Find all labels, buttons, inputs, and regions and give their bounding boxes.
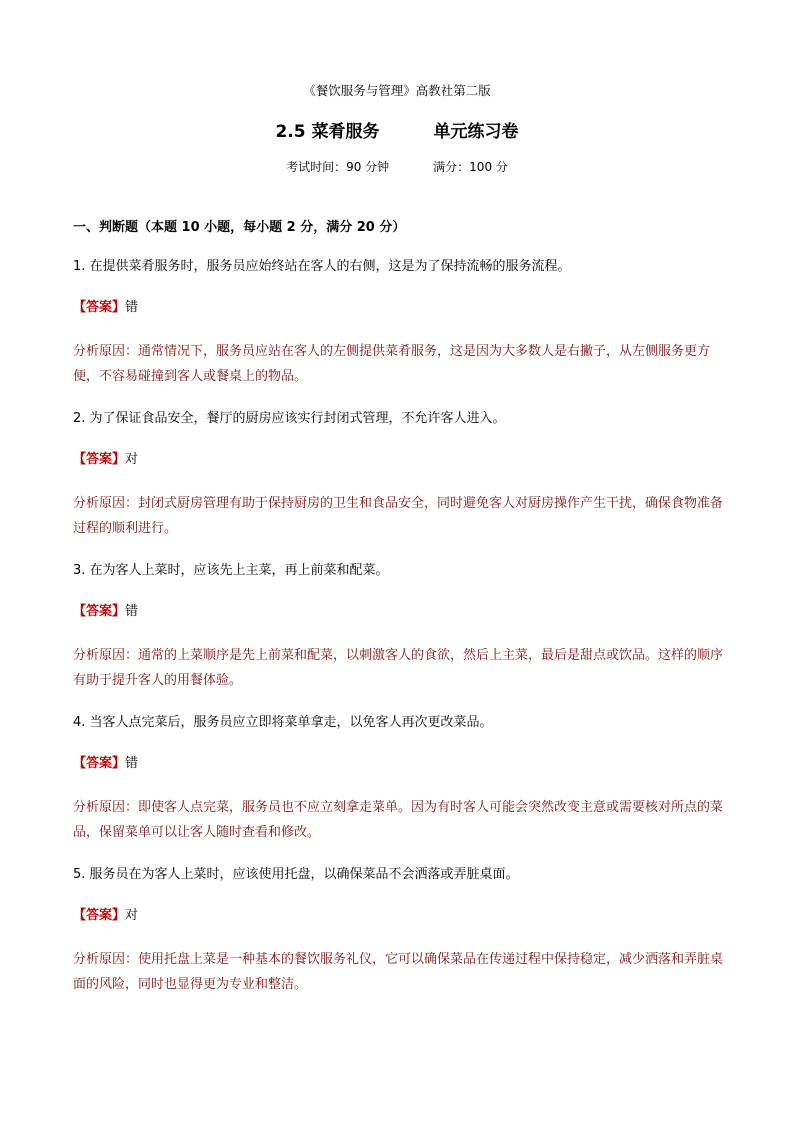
- answer-label: 【答案】: [73, 452, 126, 467]
- question-item: [73, 409, 725, 541]
- course-subtitle: 《餐饮服务与管理》高教社第二版: [303, 83, 491, 98]
- answer-value: 错: [125, 604, 139, 619]
- answer-label: 【答案】: [73, 908, 126, 923]
- question-text: 4. 当客人点完菜后，服务员应立即将菜单拿走，以免客人再次更改菜品。: [73, 715, 493, 730]
- answer-label: 【答案】: [73, 756, 126, 771]
- answer-value: 错: [125, 300, 139, 315]
- answer-line: [73, 906, 725, 926]
- exam-meta: [0, 158, 794, 176]
- answer-line: [73, 450, 725, 470]
- answer-value: 对: [125, 908, 139, 923]
- question-text: 3. 在为客人上菜时，应该先上主菜，再上前菜和配菜。: [73, 563, 389, 578]
- analysis-text: 分析原因：通常情况下，服务员应站在客人的左侧提供菜肴服务，这是因为大多数人是右撇子，从左侧服务更方便，不容易碰撞到客人或餐桌上的物品。: [73, 344, 711, 384]
- document-body: [73, 218, 725, 1017]
- answer-label: 【答案】: [73, 300, 126, 315]
- question-text: 5. 服务员在为客人上菜时，应该使用托盘，以确保菜品不会洒落或弄脏桌面。: [73, 867, 519, 882]
- answer-value: 对: [125, 452, 139, 467]
- question-item: [73, 713, 725, 845]
- answer-line: [73, 754, 725, 774]
- exam-title: [0, 120, 794, 144]
- analysis-text: 分析原因：通常的上菜顺序是先上前菜和配菜，以刺激客人的食欲，然后上主菜，最后是甜点或饮品。这样的顺序有助于提升客人的用餐体验。: [73, 648, 724, 688]
- exam-title-unit: 2.5 菜肴服务: [275, 122, 380, 142]
- answer-value: 错: [125, 756, 139, 771]
- analysis-text: 分析原因：封闭式厨房管理有助于保持厨房的卫生和食品安全，同时避免客人对厨房操作产生干扰，确保食物准备过程的顺利进行。: [73, 496, 724, 536]
- analysis-text: 分析原因：即使客人点完菜，服务员也不应立刻拿走菜单。因为有时客人可能会突然改变主意或需要核对所点的菜品，保留菜单可以让客人随时查看和修改。: [73, 800, 724, 840]
- exam-title-type: 单元练习卷: [433, 122, 519, 142]
- question-item: [73, 865, 725, 997]
- answer-line: [73, 602, 725, 622]
- exam-time: 考试时间：90 分钟: [286, 160, 390, 174]
- analysis-text: 分析原因：使用托盘上菜是一种基本的餐饮服务礼仪，它可以确保菜品在传递过程中保持稳定，减少洒落和弄脏桌面的风险，同时也显得更为专业和整洁。: [73, 952, 724, 992]
- question-text: 2. 为了保证食品安全，餐厅的厨房应该实行封闭式管理，不允许客人进入。: [73, 411, 506, 426]
- exam-score: 满分：100 分: [433, 160, 508, 174]
- question-text: 1. 在提供菜肴服务时，服务员应始终站在客人的右侧，这是为了保持流畅的服务流程。: [73, 259, 571, 274]
- answer-label: 【答案】: [73, 604, 126, 619]
- document-header: [0, 82, 794, 176]
- section-title: 一、判断题（本题 10 小题，每小题 2 分，满分 20 分）: [73, 220, 406, 235]
- question-item: [73, 257, 725, 389]
- question-item: [73, 561, 725, 693]
- answer-line: [73, 298, 725, 318]
